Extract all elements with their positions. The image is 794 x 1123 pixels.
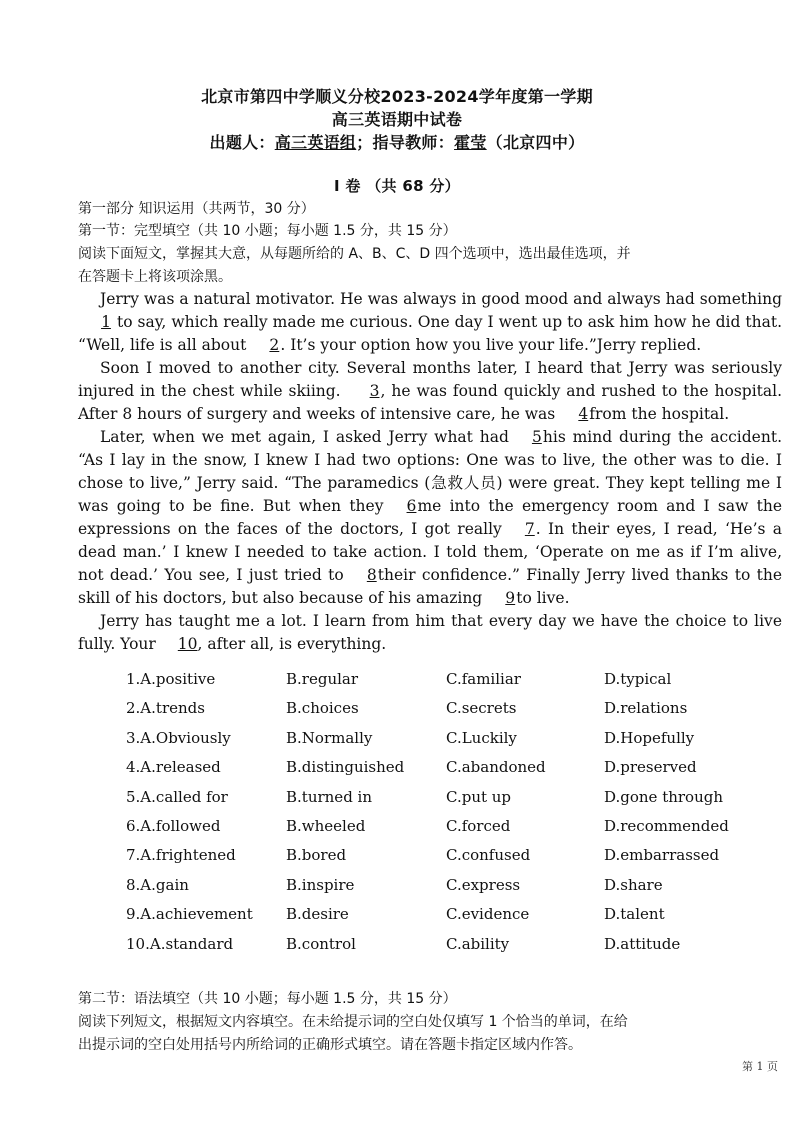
author-name: 高三英语组 [274,133,357,152]
option-4-A: 4.A.released [126,758,221,776]
blank-3: 3 [369,382,380,400]
option-2-B: B.choices [286,699,359,717]
option-3-A: 3.A.Obviously [126,729,231,747]
option-3-B: B.Normally [286,729,373,747]
section2-instruction-2: 出提示词的空白处用括号内所给词的正确形式填空。请在答题卡指定区域内作答。 [78,1037,582,1053]
passage-text: Soon I moved to another city. Several months later, I heard that Jerry was seriously injured in the chest while skiing. [78,359,782,400]
option-3-C: C.Luckily [446,729,517,747]
passage-text: Later, when we met again, I asked Jerry what had [100,428,509,446]
option-1-D: D.typical [604,670,672,688]
section1-heading: 第一节：完型填空（共 10 小题；每小题 1.5 分，共 15 分） [78,223,457,239]
option-8-C: C.express [446,876,521,894]
blank-5: 5 [531,428,542,446]
option-7-D: D.embarrassed [604,846,720,864]
passage-paragraph-1 [78,288,782,357]
passage-paragraph-4 [78,610,782,656]
volume-title: I 卷 （共 68 分） [334,177,460,195]
blank-7: 7 [524,520,535,538]
cloze-passage [78,288,782,656]
passage-text: their confidence.” Finally Jerry lived thanks to the skill of his doctors, but also because of his amazing [78,566,782,607]
author-line [0,130,794,153]
option-1-A: 1.A.positive [126,670,216,688]
blank-2: 2 [269,336,280,354]
teacher-prefix: ；指导教师： [356,133,455,152]
exam-title: 高三英语期中试卷 [331,110,463,129]
option-6-C: C.forced [446,817,511,835]
option-2-C: C.secrets [446,699,517,717]
teacher-suffix: （北京四中） [486,133,585,152]
option-10-A: 10.A.standard [126,935,234,953]
blank-6: 6 [406,497,417,515]
blank-1: 1 [101,313,111,331]
author-prefix: 出题人： [209,133,275,152]
option-8-A: 8.A.gain [126,876,189,894]
option-10-C: C.ability [446,935,510,953]
passage-text: . In their eyes, I read, ‘He’s a dead man.’ I knew I needed to take action. I told them, ‘Operate on me as if I’m alive, not dead.’ You see, I just tried to [78,520,782,584]
option-3-D: D.Hopefully [604,729,695,747]
section2-heading: 第二节：语法填空（共 10 小题；每小题 1.5 分，共 15 分） [78,991,457,1007]
page-number: 第 1 页 [742,1060,778,1073]
passage-text: to say, which really made me curious. One day I went up to ask him how he did that. “Well, life is all about [78,313,782,354]
option-4-D: D.preserved [604,758,697,776]
option-5-A: 5.A.called for [126,788,228,806]
passage-text: , he was found quickly and rushed to the hospital. After 8 hours of surgery and weeks of intensive care, he was [78,382,783,423]
option-7-B: B.bored [286,846,347,864]
option-10-D: D.attitude [604,935,681,953]
passage-text: his mind during the accident. “As I lay in the snow, I knew I had two options: One was to live, the other was to die. I chose to live,” Jerry said. “The paramedics (急救人员) were great. They kept telling me I was going to be fine. But when they [78,428,782,515]
teacher-name: 霍莹 [454,133,487,152]
option-9-C: C.evidence [446,905,530,923]
passage-text: Jerry was a natural motivator. He was always in good mood and always had something [100,290,782,308]
option-5-C: C.put up [446,788,512,806]
blank-10: 10 [177,635,198,653]
part1-heading: 第一部分 知识运用（共两节，30 分） [78,201,315,217]
option-9-D: D.talent [604,905,665,923]
option-10-B: B.control [286,935,356,953]
option-1-B: B.regular [286,670,359,688]
option-4-B: B.distinguished [286,758,405,776]
option-9-B: B.desire [286,905,349,923]
section1-instruction-2: 在答题卡上将该项涂黑。 [78,269,232,285]
passage-text: , after all, is everything. [197,635,387,653]
passage-paragraph-2 [78,357,782,426]
passage-text: . It’s your option how you live your life.”Jerry replied. [280,336,702,354]
option-9-A: 9.A.achievement [126,905,253,923]
option-8-D: D.share [604,876,663,894]
passage-text: me into the emergency room and I saw the expressions on the faces of the doctors, I got really [78,497,783,538]
section1-instruction-1: 阅读下面短文，掌握其大意，从每题所给的 A、B、C、D 四个选项中，选出最佳选项，并 [78,246,631,262]
option-7-C: C.confused [446,846,531,864]
section2-instruction-1: 阅读下列短文，根据短文内容填空。在未给提示词的空白处仅填写 1 个恰当的单词，在给 [78,1014,628,1030]
option-7-A: 7.A.frightened [126,846,236,864]
passage-text: Jerry has taught me a lot. I learn from him that every day we have the choice to live fully. Your [78,612,782,653]
option-1-C: C.familiar [446,670,521,688]
option-6-B: B.wheeled [286,817,366,835]
option-2-A: 2.A.trends [126,699,205,717]
option-5-D: D.gone through [604,788,724,806]
passage-text: to live. [516,589,570,607]
blank-4: 4 [578,405,589,423]
option-4-C: C.abandoned [446,758,546,776]
option-8-B: B.inspire [286,876,355,894]
option-2-D: D.relations [604,699,688,717]
passage-paragraph-3 [78,426,782,610]
passage-text: from the hospital. [589,405,730,423]
school-title: 北京市第四中学顺义分校2023-2024学年度第一学期 [201,87,593,106]
option-5-B: B.turned in [286,788,373,806]
option-6-A: 6.A.followed [126,817,221,835]
blank-8: 8 [366,566,377,584]
blank-9: 9 [505,589,516,607]
option-6-D: D.recommended [604,817,729,835]
